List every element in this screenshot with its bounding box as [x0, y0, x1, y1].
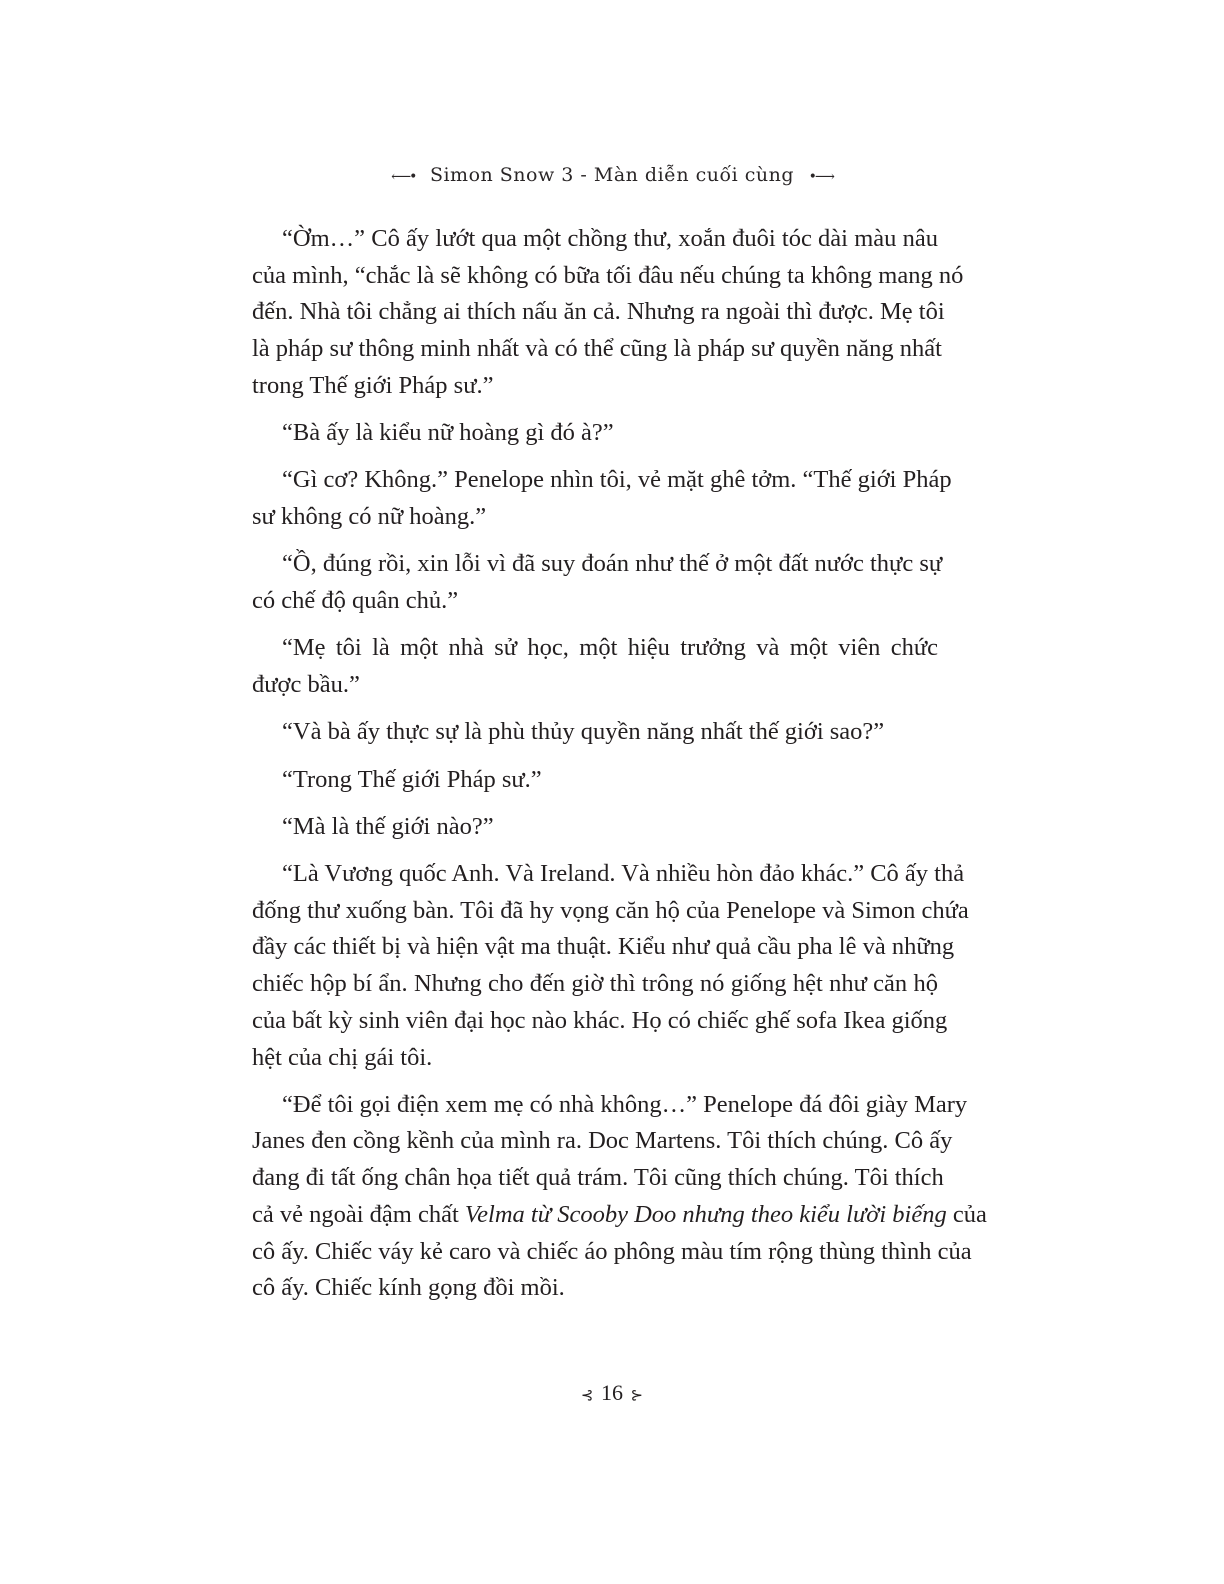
ornament-right-icon: •⟶ — [808, 169, 833, 185]
paragraph — [252, 1087, 987, 1307]
text-line: “Mà là thế giới nào?” — [282, 812, 494, 840]
page-number: 16 — [601, 1380, 623, 1405]
text-line: hệt của chị gái tôi. — [252, 1043, 433, 1071]
text-segment: cả vẻ ngoài đậm chất — [252, 1200, 465, 1228]
text-line: Janes đen cồng kềnh của mình ra. Doc Martens. Tôi thích chúng. Cô ấy — [252, 1127, 953, 1155]
paragraph — [252, 462, 952, 535]
paragraph — [252, 762, 938, 799]
text-line: “Để tôi gọi điện xem mẹ có nhà không…” Penelope đá đôi giày Mary — [282, 1090, 968, 1118]
folio-ornament-left-icon: ⊰ — [580, 1388, 594, 1404]
paragraph — [252, 630, 938, 703]
running-header — [0, 164, 1224, 186]
page-footer — [0, 1380, 1224, 1406]
text-line: “Bà ấy là kiểu nữ hoàng gì đó à?” — [282, 419, 614, 447]
text-line: của mình, “chắc là sẽ không có bữa tối đâu nếu chúng ta không mang nó — [252, 261, 964, 289]
paragraph — [252, 809, 938, 846]
text-line: sư không có nữ hoàng.” — [252, 503, 487, 530]
italic-text: Velma từ Scooby Doo nhưng theo kiểu lười biếng — [464, 1200, 947, 1228]
ornament-left-icon: ⟵• — [391, 169, 416, 185]
text-line: đang đi tất ống chân họa tiết quả trám. Tôi cũng thích chúng. Tôi thích — [252, 1164, 944, 1192]
text-line: “Là Vương quốc Anh. Và Ireland. Và nhiều hòn đảo khác.” Cô ấy thả — [282, 860, 965, 888]
text-line: “Trong Thế giới Pháp sư.” — [282, 765, 542, 793]
text-line: đống thư xuống bàn. Tôi đã hy vọng căn hộ của Penelope và Simon chứa — [252, 896, 969, 924]
text-line: chiếc hộp bí ẩn. Nhưng cho đến giờ thì trông nó giống hệt như căn hộ — [252, 970, 938, 998]
text-line: “Và bà ấy thực sự là phù thủy quyền năng nhất thế giới sao?” — [282, 718, 885, 746]
book-title: Simon Snow 3 - Màn diễn cuối cùng — [429, 164, 795, 186]
text-line: là pháp sư thông minh nhất và có thể cũng là pháp sư quyền năng nhất — [252, 335, 942, 363]
text-line: “Gì cơ? Không.” Penelope nhìn tôi, vẻ mặt ghê tởm. “Thế giới Pháp — [282, 466, 952, 494]
paragraph — [252, 221, 964, 404]
text-segment: của — [946, 1200, 987, 1228]
folio-ornament-right-icon: ⊱ — [630, 1388, 644, 1404]
text-line: có chế độ quân chủ.” — [252, 586, 459, 614]
text-line: trong Thế giới Pháp sư.” — [252, 371, 494, 399]
text-line: đến. Nhà tôi chẳng ai thích nấu ăn cả. Nhưng ra ngoài thì được. Mẹ tôi — [252, 298, 945, 326]
text-line: đầy các thiết bị và hiện vật ma thuật. Kiểu như quả cầu pha lê và những — [252, 933, 955, 961]
text-line: “Ồ, đúng rồi, xin lỗi vì đã suy đoán như thế ở một đất nước thực sự — [282, 550, 943, 578]
text-line: cô ấy. Chiếc kính gọng đồi mồi. — [252, 1274, 565, 1302]
body-text — [252, 221, 987, 1318]
text-line: của bất kỳ sinh viên đại học nào khác. Họ có chiếc ghế sofa Ikea giống — [252, 1006, 948, 1034]
paragraph — [252, 856, 969, 1076]
text-line: “Ờm…” Cô ấy lướt qua một chồng thư, xoắn đuôi tóc dài màu nâu — [282, 225, 938, 252]
text-line — [252, 1197, 987, 1234]
paragraph — [252, 546, 943, 619]
text-line: cô ấy. Chiếc váy kẻ caro và chiếc áo phông màu tím rộng thùng thình của — [252, 1237, 972, 1265]
paragraph — [252, 714, 938, 751]
text-line: được bầu.” — [252, 670, 360, 698]
paragraph — [252, 415, 938, 452]
text-line: “Mẹ tôi là một nhà sử học, một hiệu trưởng và một viên chức — [282, 634, 938, 662]
